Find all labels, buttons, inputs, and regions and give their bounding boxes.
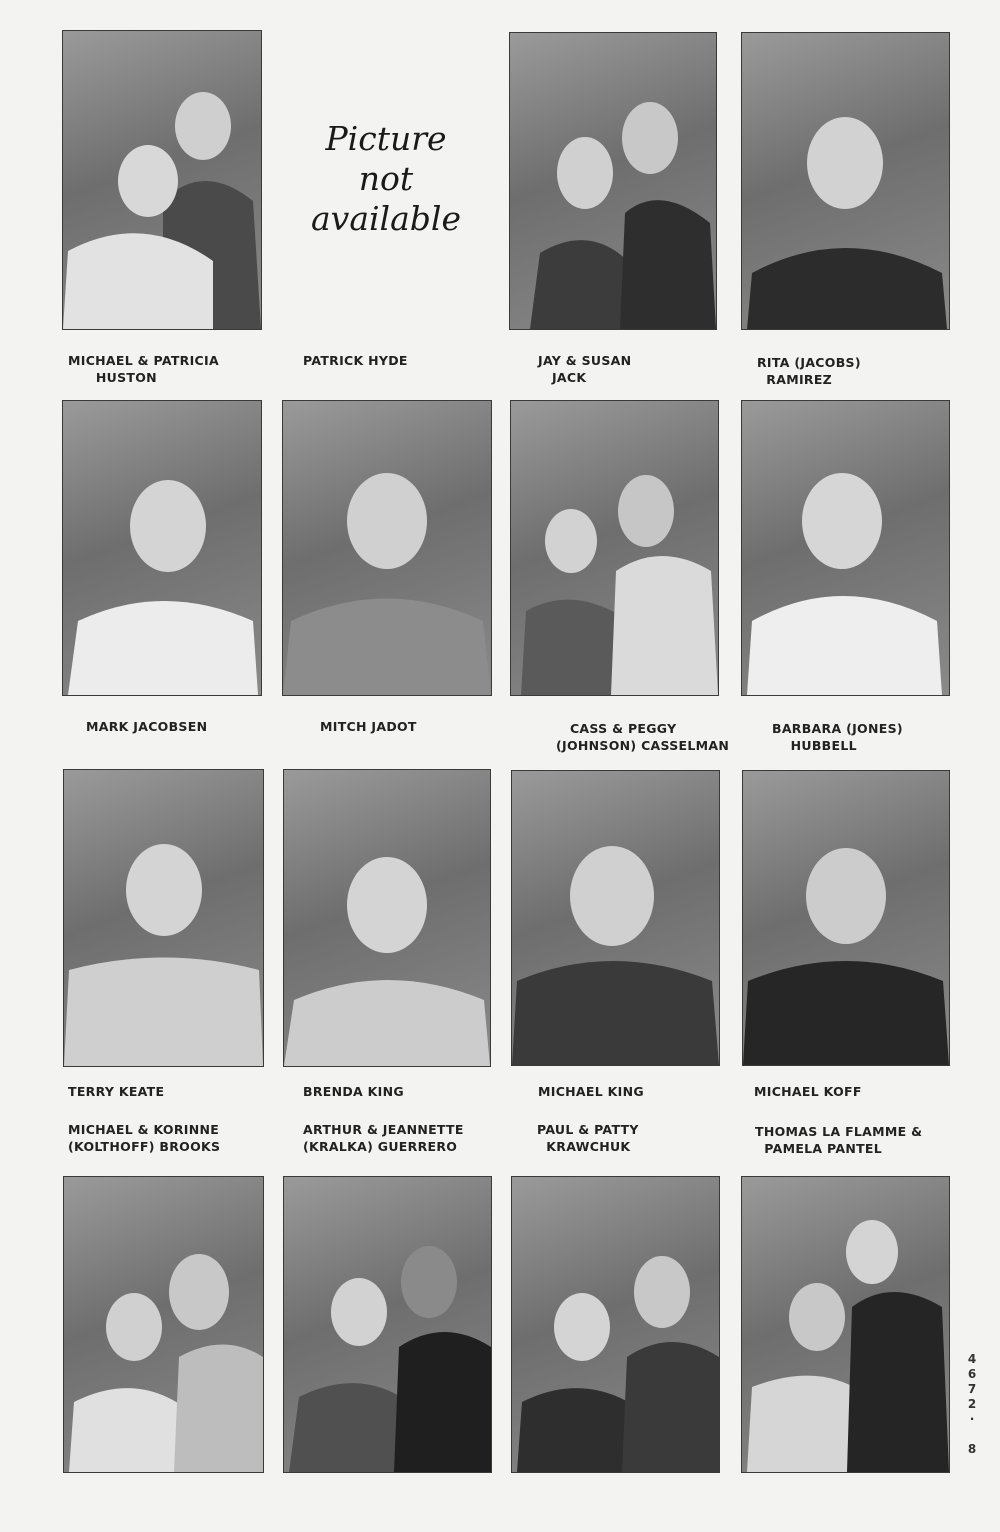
- placeholder-text: Picture not available: [311, 119, 461, 238]
- photo-barbara-hubbell: [741, 400, 950, 696]
- photo-laflamme-pantel-couple: [741, 1176, 950, 1473]
- caption-jack: JAY & SUSAN JACK: [538, 353, 632, 385]
- caption-ramirez: RITA (JACOBS) RAMIREZ: [757, 355, 861, 387]
- caption-michael-king: MICHAEL KING: [538, 1084, 644, 1099]
- photo-krawchuk-couple: [511, 1176, 720, 1473]
- photo-casselman-couple: [510, 400, 719, 696]
- caption-krawchuk: PAUL & PATTY KRAWCHUK: [537, 1122, 639, 1154]
- photo-mark-jacobsen: [62, 400, 262, 696]
- caption-koff: MICHAEL KOFF: [754, 1084, 862, 1099]
- picture-not-available-placeholder: [282, 30, 490, 328]
- photo-brooks-couple: [63, 1176, 264, 1473]
- photo-terry-keate: [63, 769, 264, 1067]
- photo-huston-couple: [62, 30, 262, 330]
- caption-casselman: CASS & PEGGY (JOHNSON) CASSELMAN: [556, 721, 730, 753]
- caption-huston: MICHAEL & PATRICIA HUSTON: [68, 353, 219, 385]
- caption-laflamme-pantel: THOMAS LA FLAMME & PAMELA PANTEL: [755, 1124, 923, 1156]
- caption-brenda-king: BRENDA KING: [303, 1084, 404, 1099]
- photo-michael-koff: [742, 770, 950, 1066]
- photo-rita-ramirez: [741, 32, 950, 330]
- caption-hubbell: BARBARA (JONES) HUBBELL: [772, 721, 903, 753]
- page-code: 4 6 7 2 · 8: [967, 1352, 977, 1456]
- photo-brenda-king: [283, 769, 491, 1067]
- caption-brooks: MICHAEL & KORINNE (KOLTHOFF) BROOKS: [68, 1122, 221, 1154]
- caption-hyde: PATRICK HYDE: [303, 353, 408, 368]
- caption-keate: TERRY KEATE: [68, 1084, 165, 1099]
- photo-guerrero-couple: [283, 1176, 492, 1473]
- photo-jack-couple: [509, 32, 717, 330]
- portrait-couple-icon: [63, 31, 261, 329]
- caption-jacobsen: MARK JACOBSEN: [86, 719, 208, 734]
- caption-jadot: MITCH JADOT: [320, 719, 417, 734]
- photo-michael-king: [511, 770, 720, 1066]
- caption-guerrero: ARTHUR & JEANNETTE (KRALKA) GUERRERO: [303, 1122, 464, 1154]
- photo-mitch-jadot: [282, 400, 492, 696]
